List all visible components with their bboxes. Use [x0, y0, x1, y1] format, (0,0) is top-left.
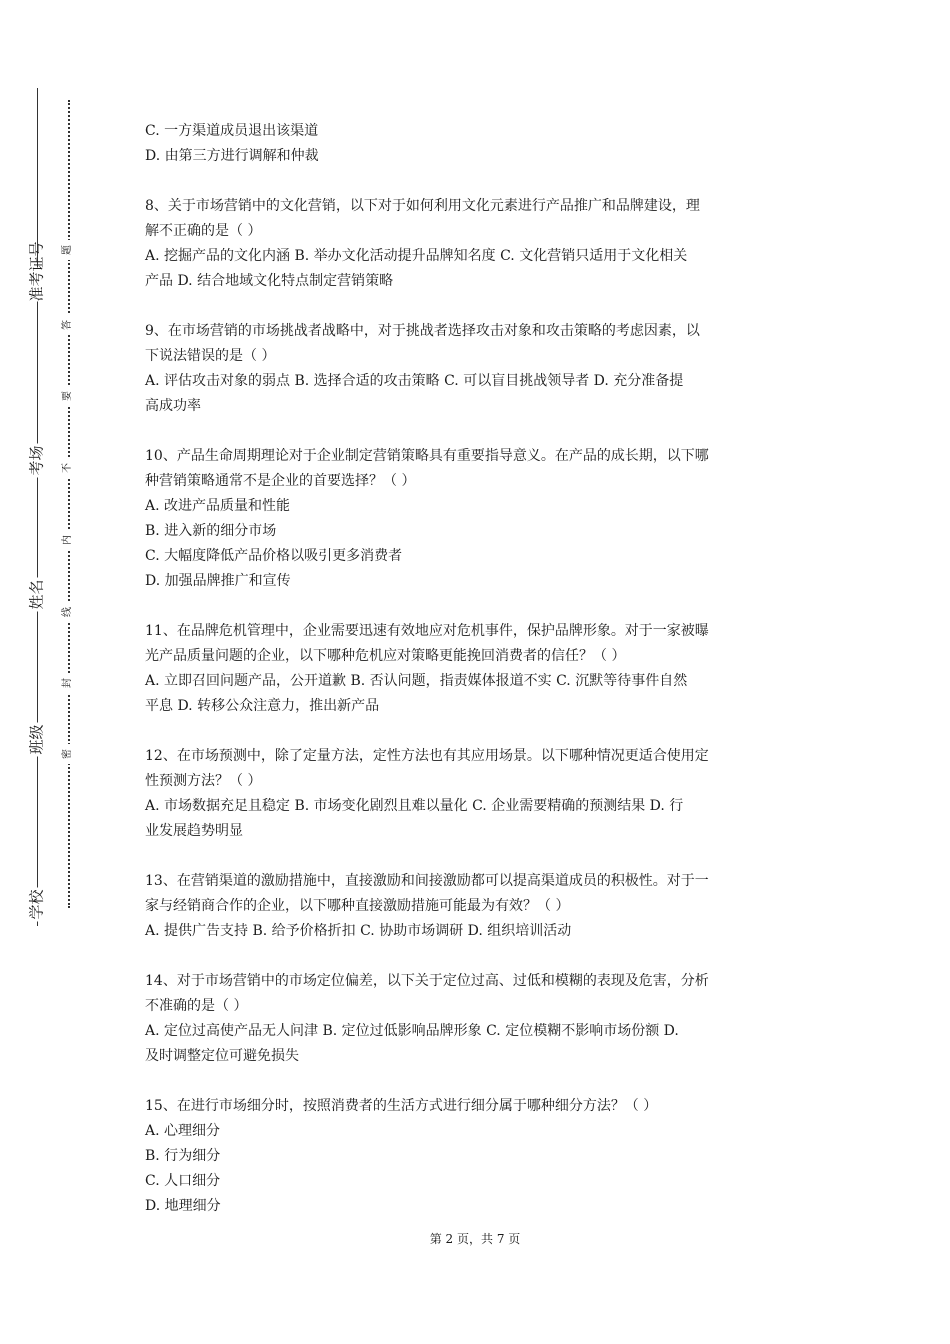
question-line: C. 一方渠道成员退出该渠道 — [145, 123, 319, 139]
question-line: A. 提供广告支持 B. 给予价格折扣 C. 协助市场调研 D. 组织培训活动 — [145, 923, 572, 939]
seal-char: 要 — [61, 386, 75, 406]
seal-char: 线 — [61, 602, 75, 622]
question-line: 及时调整定位可避免损失 — [145, 1048, 299, 1064]
question-line: 光产品质量问题的企业，以下哪种危机应对策略更能挽回消费者的信任？（ ） — [145, 648, 626, 664]
question-line: 9、在市场营销的市场挑战者战略中，对于挑战者选择攻击对象和攻击策略的考虑因素，以 — [145, 323, 700, 339]
question-line: A. 改进产品质量和性能 — [145, 498, 291, 514]
field-exam-id-label: 准考证号 — [27, 241, 46, 302]
question-line: C. 大幅度降低产品价格以吸引更多消费者 — [145, 548, 403, 564]
question-line: 性预测方法？（ ） — [145, 773, 262, 789]
question-block — [145, 969, 810, 1069]
question-line: 下说法错误的是（ ） — [145, 348, 276, 364]
question-line: D. 地理细分 — [145, 1198, 221, 1214]
field-exam-room-label: 考场 — [27, 445, 46, 476]
question-line: 高成功率 — [145, 398, 201, 414]
question-line: A. 立即召回问题产品，公开道歉 B. 否认问题，指责媒体报道不实 C. 沉默等待事件自然 — [145, 673, 688, 689]
question-line: A. 定位过高使产品无人问津 B. 定位过低影响品牌形象 C. 定位模糊不影响市场份额 D. — [145, 1023, 679, 1039]
question-line: B. 行为细分 — [145, 1148, 221, 1164]
question-line: B. 进入新的细分市场 — [145, 523, 277, 539]
seal-char: 答 — [61, 315, 75, 335]
question-block — [145, 194, 810, 294]
question-line: A. 评估攻击对象的弱点 B. 选择合适的攻击策略 C. 可以盲目挑战领导者 D. 充分准备提 — [145, 373, 684, 389]
binding-margin — [0, 0, 110, 1344]
question-line: A. 市场数据充足且稳定 B. 市场变化剧烈且难以量化 C. 企业需要精确的预测结果 D. 行 — [145, 798, 684, 814]
page-footer: 第 2 页，共 7 页 — [429, 1232, 521, 1246]
question-line: 种营销策略通常不是企业的首要选择？（ ） — [145, 473, 416, 489]
question-line: 14、对于市场营销中的市场定位偏差，以下关于定位过高、过低和模糊的表现及危害，分析 — [145, 973, 709, 989]
question-block — [145, 119, 810, 169]
question-line: D. 加强品牌推广和宣传 — [145, 573, 291, 589]
question-line: 平息 D. 转移公众注意力，推出新产品 — [145, 698, 380, 714]
field-name-label: 姓名 — [27, 579, 46, 610]
question-line: 业发展趋势明显 — [145, 823, 243, 839]
seal-char: 题 — [61, 240, 75, 260]
question-block — [145, 619, 810, 719]
question-line: 12、在市场预测中，除了定量方法，定性方法也有其应用场景。以下哪种情况更适合使用定 — [145, 748, 709, 764]
question-line: 产品 D. 结合地域文化特点制定营销策略 — [145, 273, 394, 289]
question-line: D. 由第三方进行调解和仲裁 — [145, 148, 319, 164]
question-line: 10、产品生命周期理论对于企业制定营销策略具有重要指导意义。在产品的成长期，以下哪 — [145, 448, 709, 464]
question-line: A. 挖掘产品的文化内涵 B. 举办文化活动提升品牌知名度 C. 文化营销只适用于文化相关 — [145, 248, 688, 264]
question-line: 不准确的是（ ） — [145, 998, 248, 1014]
question-line: 15、在进行市场细分时，按照消费者的生活方式进行细分属于哪种细分方法？（ ） — [145, 1098, 658, 1114]
question-line: C. 人口细分 — [145, 1173, 221, 1189]
seal-char: 内 — [61, 530, 75, 550]
question-line: 8、关于市场营销中的文化营销，以下对于如何利用文化元素进行产品推广和品牌建设，理 — [145, 198, 700, 214]
question-line: 11、在品牌危机管理中，企业需要迅速有效地应对危机事件，保护品牌形象。对于一家被曝 — [145, 623, 709, 639]
question-block — [145, 869, 810, 944]
field-class-label: 班级 — [27, 724, 46, 755]
seal-char: 不 — [61, 458, 75, 478]
seal-char: 密 — [61, 744, 75, 764]
question-block — [145, 1094, 810, 1219]
question-block — [145, 444, 810, 594]
margin-solid-line — [37, 88, 38, 926]
question-line: A. 心理细分 — [145, 1123, 221, 1139]
question-line: 解不正确的是（ ） — [145, 223, 262, 239]
question-block — [145, 319, 810, 419]
questions-area — [145, 119, 810, 1219]
field-school-label: 学校 — [27, 889, 46, 920]
seal-char: 封 — [61, 673, 75, 693]
question-block — [145, 744, 810, 844]
margin-dotted-line — [68, 100, 70, 908]
question-line: 家与经销商合作的企业，以下哪种直接激励措施可能最为有效？（ ） — [145, 898, 570, 914]
question-line: 13、在营销渠道的激励措施中，直接激励和间接激励都可以提高渠道成员的积极性。对于一 — [145, 873, 709, 889]
